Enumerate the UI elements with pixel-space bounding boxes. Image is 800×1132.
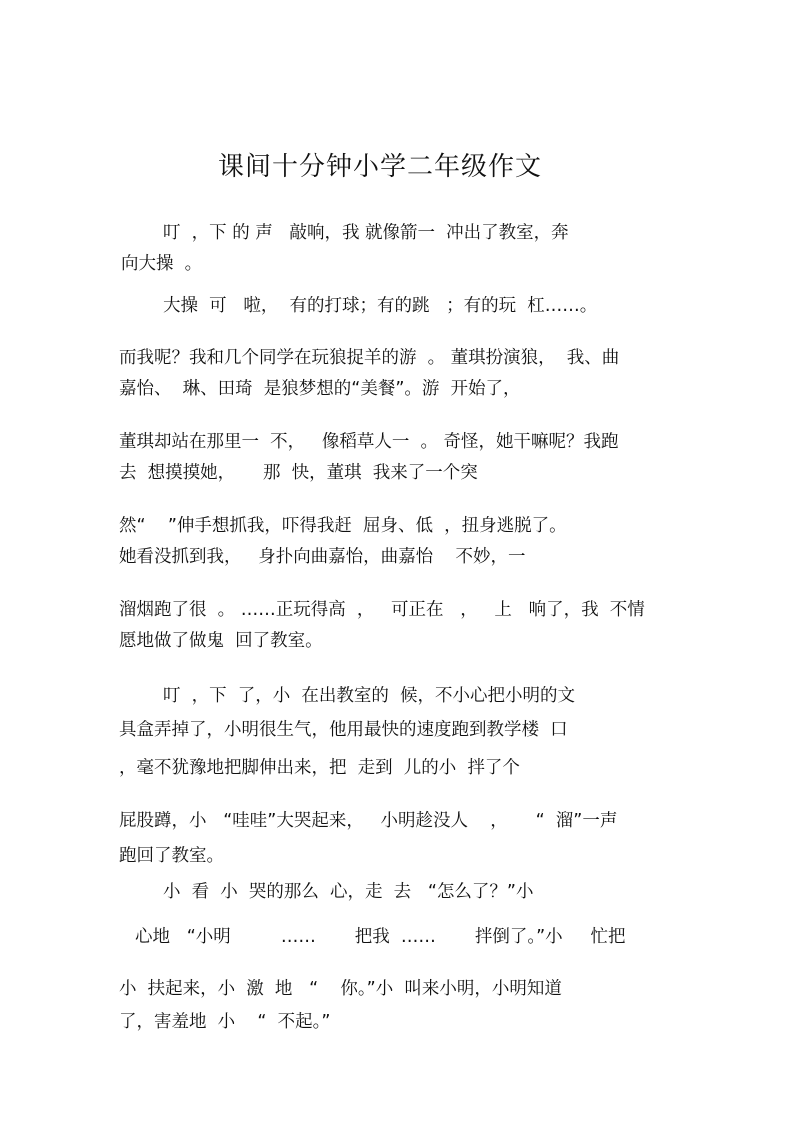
text-line: 屁股蹲，小 “哇哇”大哭起来， 小明趁没人 ， “ 溜”一声 [119,811,618,831]
text-line: 而我呢？我和几个同学在玩狼捉羊的游 。 董琪扮演狼， 我、曲 [119,348,620,368]
text-line: 叮 ，下 的 声 敲响，我 就像箭一 冲出了教室，奔 [163,223,569,243]
text-line: 去 想摸摸她， 那 快，董琪 我来了一个突 [119,463,478,483]
text-line: 嘉怡、 琳、田琦 是狼梦想的“美餐”。游 开始了， [119,379,521,399]
text-line: 溜烟跑了很 。 ……正玩得高 ， 可正在 ， 上 响了，我 不情 [119,600,645,620]
text-line: 董琪却站在那里一 不， 像稻草人一 。 奇怪，她干嘛呢？我跑 [119,432,619,452]
text-line: 大操 可 啦， 有的打球；有的跳 ；有的玩 杠……。 [163,296,598,316]
text-line: 叮 ，下 了，小 在出教室的 候，不小心把小明的文 [163,686,576,706]
text-line: 跑回了教室。 [119,846,224,866]
text-line: ，毫不犹豫地把脚伸出来，把 走到 儿的小 拌了个 [119,758,520,778]
text-line: 她看没抓到我， 身扑向曲嘉怡，曲嘉怡 不妙，一 [119,547,526,567]
text-line: 小 看 小 哭的那么 心，走 去 “怎么了？”小 [163,882,534,902]
document-title: 课间十分钟小学二年级作文 [217,152,542,182]
text-line: 愿地做了做鬼 回了教室。 [119,631,323,651]
text-line: 然“ ”伸手想抓我，吓得我赶 屈身、低 ，扭身逃脱了。 [119,516,567,536]
text-line: 了，害羞地 小 “ 不起。” [119,1012,331,1032]
text-line: 具盒弄掉了，小明很生气，他用最快的速度跑到教学楼 口 [119,720,568,740]
text-line: 向大操 。 [121,254,203,274]
text-line: 心地 “小明 …… 把我 …… 拌倒了。”小 忙把 [135,927,626,947]
text-line: 小 扶起来，小 激 地 “ 你。”小 叫来小明，小明知道 [119,979,562,999]
